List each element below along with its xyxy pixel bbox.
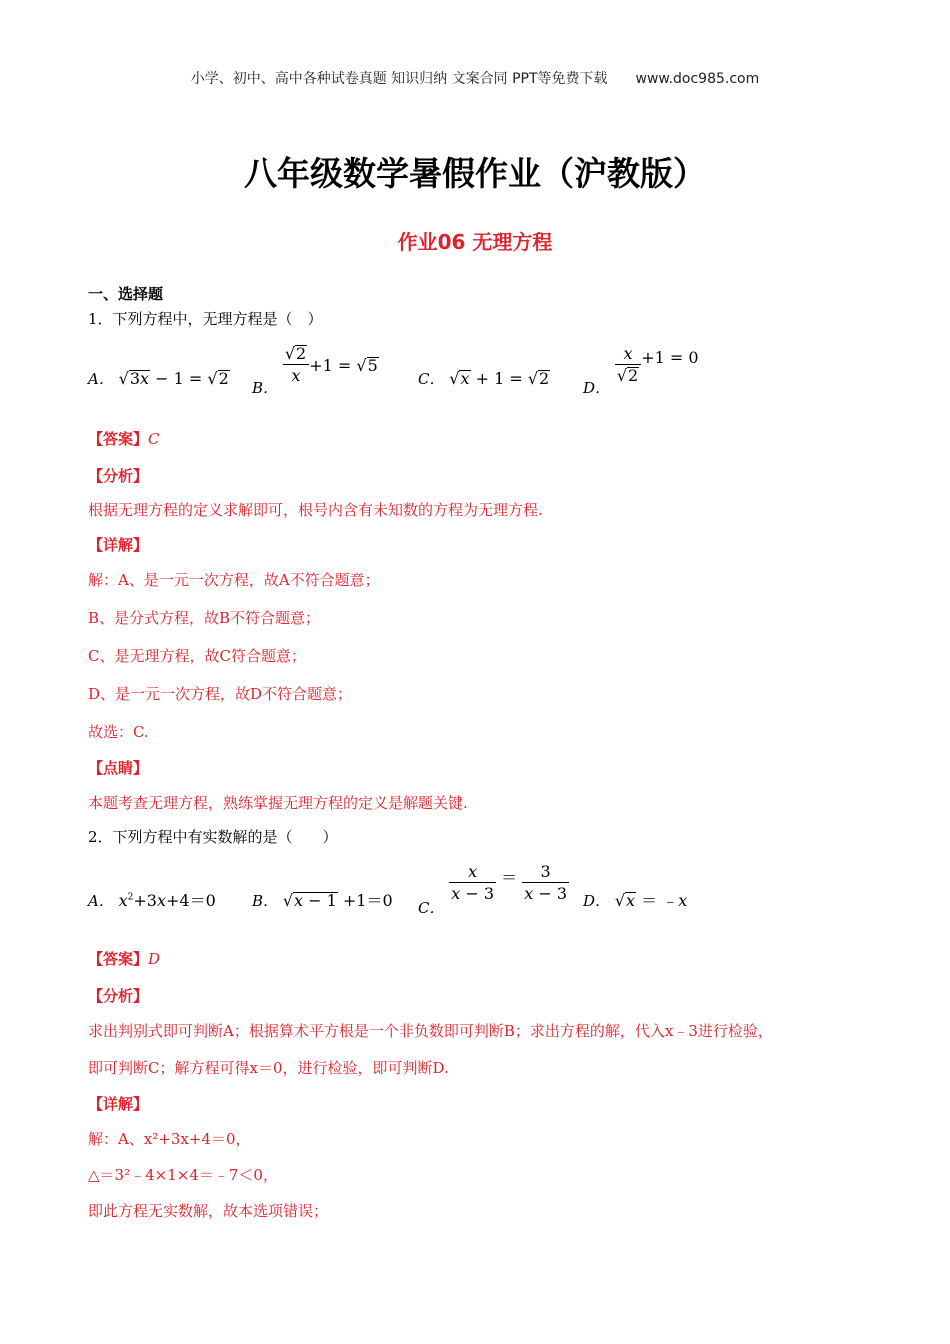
q2-stem: 2．下列方程中有实数解的是（ ） bbox=[88, 828, 338, 846]
q2-analysis-tag: 【分析】 bbox=[88, 987, 149, 1005]
q1-option-d-frac: $\frac{x}{√2}$ bbox=[615, 344, 641, 385]
q2-answer bbox=[88, 948, 160, 969]
q1-option-a bbox=[88, 368, 230, 389]
q2-answer-value: D bbox=[148, 950, 161, 968]
q2-option-a-label: A． bbox=[88, 892, 114, 910]
header-slogan: 小学、初中、高中各种试卷真题 知识归纳 文案合同 PPT等免费下载 bbox=[190, 71, 608, 87]
q2-analysis-line: 求出判别式即可判断A；根据算术平方根是一个非负数即可判断B；求出方程的解，代入x﹣3进行检验， bbox=[88, 1022, 773, 1040]
q1-detail-line: C、是无理方程，故C符合题意； bbox=[88, 647, 306, 665]
q2-analysis-line: 即可判断C；解方程可得x＝0，进行检验，即可判断D. bbox=[88, 1059, 449, 1077]
q2-detail-tag: 【详解】 bbox=[88, 1095, 149, 1113]
q1-option-a-expr: √3x − 1 = √2 bbox=[118, 369, 229, 388]
page-title: 八年级数学暑假作业（沪教版） bbox=[244, 154, 706, 193]
q2-option-a bbox=[88, 888, 216, 911]
q2-option-b-label: B． bbox=[252, 892, 279, 910]
q2-option-b bbox=[252, 888, 393, 911]
q1-option-c-expr: √x + 1 = √2 bbox=[449, 369, 550, 388]
q2-option-b-expr: √x − 1 +1＝0 bbox=[282, 891, 393, 910]
q1-option-c-label: C． bbox=[418, 370, 445, 388]
q2-option-c: C． $\frac{x}{x - 3}$ ＝ $\frac{3}{x - 3}$ bbox=[418, 862, 568, 917]
q2-option-c-frac-right: $\frac{3}{x - 3}$ bbox=[524, 862, 568, 903]
q1-detail-line: 故选：C. bbox=[88, 723, 149, 741]
q1-option-b-frac: $\frac{√2}{x}$ bbox=[283, 344, 309, 385]
q2-option-d-expr: √x ＝ ﹣x bbox=[614, 891, 688, 910]
q2-option-d-label: D． bbox=[583, 892, 611, 910]
section-heading: 一、选择题 bbox=[88, 285, 164, 303]
q1-option-d-label: D． bbox=[583, 378, 611, 397]
q2-option-d bbox=[583, 888, 687, 911]
q1-analysis: 根据无理方程的定义求解即可，根号内含有未知数的方程为无理方程. bbox=[88, 501, 543, 519]
q1-detail-line: B、是分式方程，故B不符合题意； bbox=[88, 609, 321, 627]
q1-comment-tag: 【点睛】 bbox=[88, 759, 149, 777]
q1-option-a-label: A． bbox=[88, 370, 114, 388]
q2-option-a-expr: $x^2+3x+4=0$ bbox=[118, 891, 216, 910]
q2-option-c-frac-left: $\frac{x}{x - 3}$ bbox=[451, 862, 495, 903]
q1-answer bbox=[88, 428, 160, 449]
header-site-link[interactable]: www.doc985.com bbox=[635, 71, 760, 87]
q1-answer-value: C bbox=[148, 430, 160, 448]
q2-answer-tag: 【答案】 bbox=[88, 950, 149, 968]
q1-option-b: B． $\frac{√2}{x}$ +1 = √5 bbox=[252, 344, 378, 397]
q1-detail-line: D、是一元一次方程，故D不符合题意； bbox=[88, 685, 353, 703]
q1-option-d: D． $\frac{x}{√2}$ +1 = 0 bbox=[583, 344, 699, 397]
q1-comment: 本题考查无理方程，熟练掌握无理方程的定义是解题关键. bbox=[88, 794, 468, 812]
q1-option-b-label: B． bbox=[252, 378, 279, 397]
page-subtitle: 作业06 无理方程 bbox=[397, 230, 553, 254]
page-header bbox=[0, 68, 950, 88]
q1-option-c bbox=[418, 368, 550, 389]
q1-stem: 1．下列方程中，无理方程是（ ） bbox=[88, 310, 323, 328]
q1-answer-tag: 【答案】 bbox=[88, 430, 149, 448]
q1-detail-tag: 【详解】 bbox=[88, 536, 149, 554]
q2-option-c-label: C． bbox=[418, 898, 445, 917]
q1-detail-line: 解：A、是一元一次方程，故A不符合题意； bbox=[88, 571, 380, 589]
q2-detail-line: 即此方程无实数解，故本选项错误； bbox=[88, 1202, 329, 1220]
q2-detail-line: 解：A、x²+3x+4＝0， bbox=[88, 1130, 251, 1148]
q2-detail-line: △＝3²﹣4×1×4＝﹣7＜0， bbox=[88, 1166, 278, 1184]
q1-analysis-tag: 【分析】 bbox=[88, 467, 149, 485]
